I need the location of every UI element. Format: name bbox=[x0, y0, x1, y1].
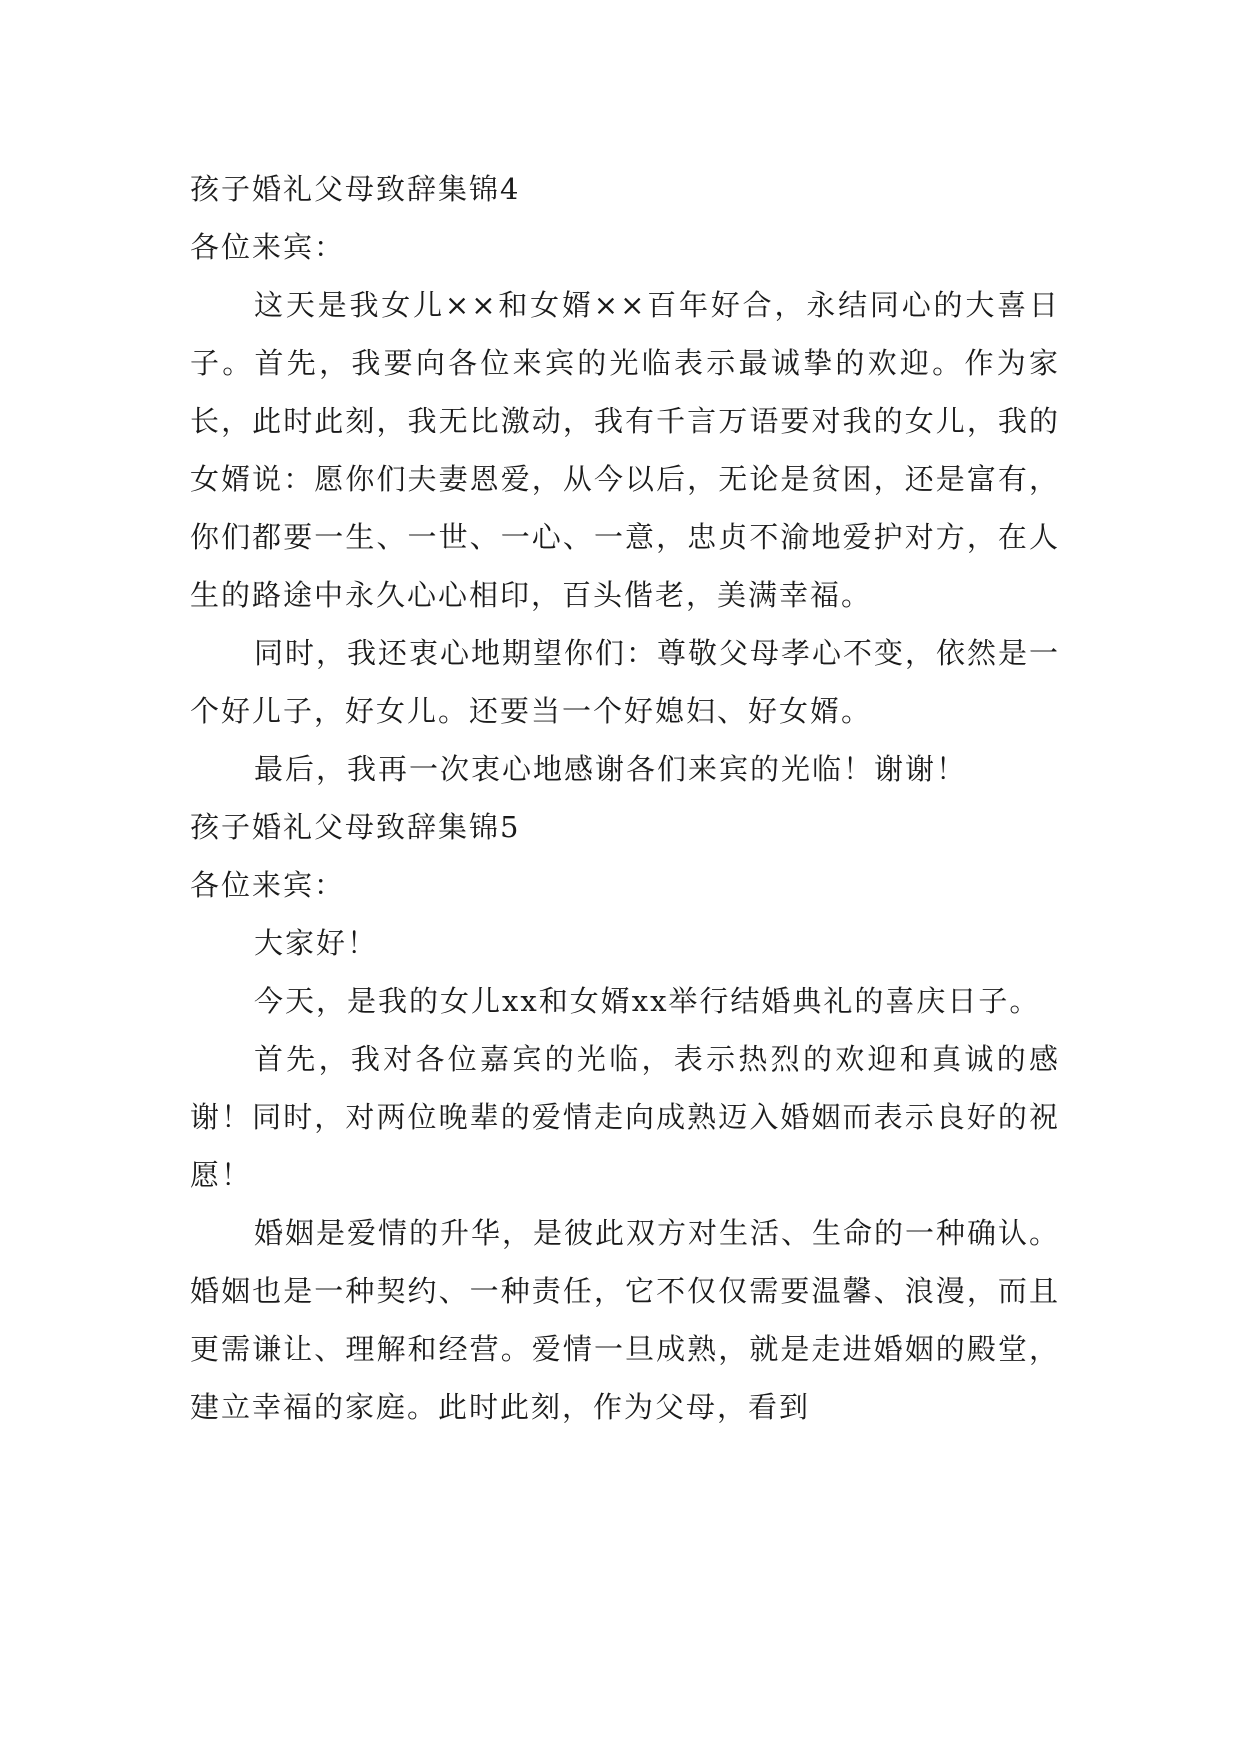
paragraph: 大家好！ bbox=[254, 926, 379, 960]
section-title-4: 孩子婚礼父母致辞集锦4 bbox=[190, 172, 521, 206]
document-body bbox=[190, 160, 1060, 1436]
paragraph: 婚姻是爱情的升华，是彼此双方对生活、生命的一种确认。婚姻也是一种契约、一种责任，它不仅仅需要温馨、浪漫，而且更需谦让、理解和经营。爱情一旦成熟，就是走进婚姻的殿堂，建立幸福的家庭。此时此刻，作为父母，看到 bbox=[190, 1216, 1061, 1424]
paragraph: 今天，是我的女儿xx和女婿xx举行结婚典礼的喜庆日子。 bbox=[254, 984, 1041, 1018]
section-title-5: 孩子婚礼父母致辞集锦5 bbox=[190, 810, 521, 844]
paragraph: 同时，我还衷心地期望你们：尊敬父母孝心不变，依然是一个好儿子，好女儿。还要当一个好媳妇、好女婿。 bbox=[190, 636, 1061, 728]
salutation-4: 各位来宾： bbox=[190, 230, 346, 264]
paragraph: 这天是我女儿××和女婿××百年好合，永结同心的大喜日子。首先，我要向各位来宾的光临表示最诚挚的欢迎。作为家长，此时此刻，我无比激动，我有千言万语要对我的女儿，我的女婿说：愿你们夫妻恩爱，从今以后，无论是贫困，还是富有，你们都要一生、一世、一心、一意，忠贞不渝地爱护对方，在人生的路途中永久心心相印，百头偕老，美满幸福。 bbox=[190, 288, 1060, 612]
paragraph: 最后，我再一次衷心地感谢各们来宾的光临！谢谢！ bbox=[254, 752, 968, 786]
salutation-5: 各位来宾： bbox=[190, 868, 346, 902]
paragraph: 首先，我对各位嘉宾的光临，表示热烈的欢迎和真诚的感谢！同时，对两位晚辈的爱情走向成熟迈入婚姻而表示良好的祝愿！ bbox=[190, 1042, 1060, 1192]
